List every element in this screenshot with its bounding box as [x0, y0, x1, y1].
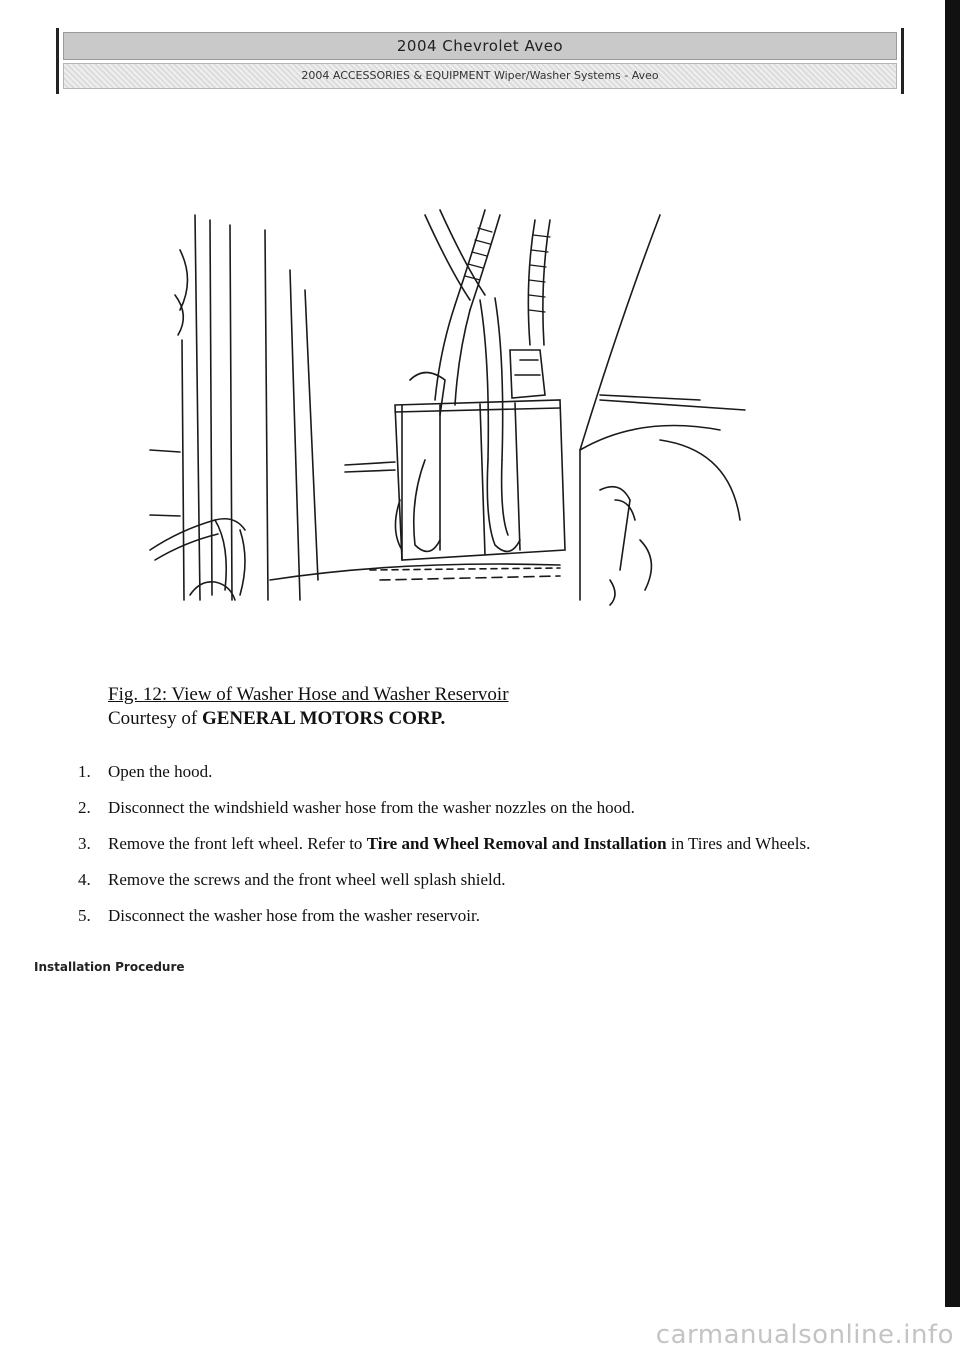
figure-title: Fig. 12: View of Washer Hose and Washer Reservoir [108, 684, 509, 705]
header-title: 2004 Chevrolet Aveo [63, 32, 897, 60]
step-item [70, 904, 900, 928]
watermark: carmanualsonline.info [655, 1320, 954, 1350]
step-number: 1. [78, 762, 91, 781]
document-header [56, 28, 904, 94]
step-text: Disconnect the washer hose from the washer reservoir. [108, 906, 480, 925]
figure-caption [108, 684, 868, 730]
washer-hose-illustration [140, 200, 780, 620]
step-number: 5. [78, 906, 91, 925]
step-text: Remove the front left wheel. Refer to [108, 834, 367, 853]
step-item [70, 832, 900, 856]
step-item [70, 796, 900, 820]
step-number: 4. [78, 870, 91, 889]
step-number: 2. [78, 798, 91, 817]
reference-link[interactable]: Tire and Wheel Removal and Installation [366, 834, 667, 853]
step-text: Open the hood. [108, 762, 213, 781]
step-number: 3. [78, 834, 91, 853]
courtesy-prefix: Courtesy of [108, 708, 202, 729]
step-text-tail: in Tires and Wheels. [666, 834, 811, 853]
step-text: Remove the screws and the front wheel well splash shield. [108, 870, 506, 889]
header-subtitle: 2004 ACCESSORIES & EQUIPMENT Wiper/Washer Systems - Aveo [63, 63, 897, 89]
step-text: Disconnect the windshield washer hose from the washer nozzles on the hood. [108, 798, 635, 817]
figure-courtesy [108, 708, 868, 730]
step-item [70, 760, 900, 784]
section-heading: Installation Procedure [34, 960, 185, 974]
step-item [70, 868, 900, 892]
removal-steps [70, 760, 900, 940]
page-edge-bar [945, 0, 960, 1307]
courtesy-org: GENERAL MOTORS CORP. [201, 708, 446, 729]
